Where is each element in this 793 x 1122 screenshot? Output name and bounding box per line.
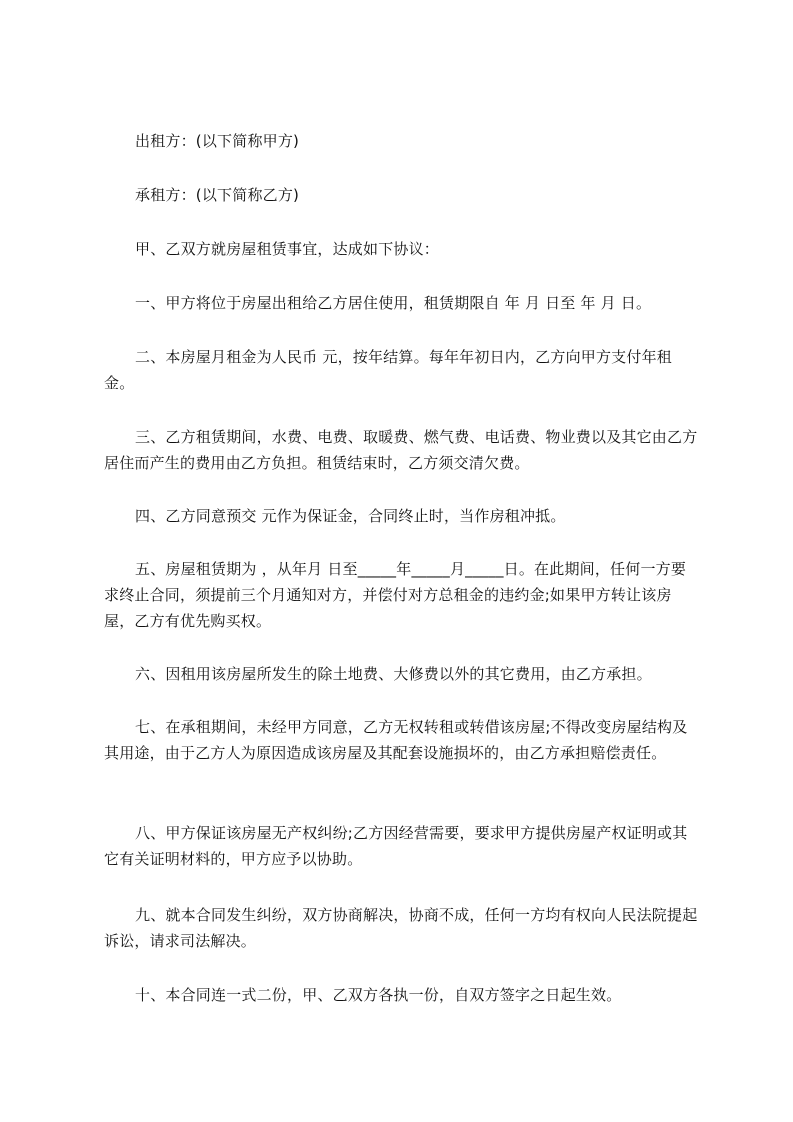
clause-2: 二、本房屋月租金为人民币 元，按年结算。每年年初日内，乙方向甲方支付年租金。 <box>104 348 672 392</box>
clause-10: 十、本合同连一式二份，甲、乙双方各执一份，自双方签字之日起生效。 <box>135 986 622 1004</box>
clause-7: 七、在承租期间，未经甲方同意，乙方无权转租或转借该房屋;不得改变房屋结构及其用途，由于乙方人为原因造成该房屋及其配套设施损坏的，由乙方承担赔偿责任。 <box>104 718 688 762</box>
lessee-line: 承租方：(以下简称乙方) <box>135 186 300 204</box>
agreement-intro: 甲、乙双方就房屋租赁事宜，达成如下协议： <box>135 240 440 258</box>
lessor-line: 出租方：(以下简称甲方) <box>135 132 300 150</box>
clause-6: 六、因租用该房屋所发生的除土地费、大修费以外的其它费用，由乙方承担。 <box>135 665 652 683</box>
clause-8: 八、甲方保证该房屋无产权纠纷;乙方因经营需要，要求甲方提供房屋产权证明或其它有关证明材料的，甲方应予以协助。 <box>104 824 688 868</box>
clause-1: 一、甲方将位于房屋出租给乙方居住使用，租赁期限自 年 月 日至 年 月 日。 <box>135 294 652 312</box>
clause-4: 四、乙方同意预交 元作为保证金，合同终止时，当作房租冲抵。 <box>135 507 566 525</box>
clause-9: 九、就本合同发生纠纷，双方协商解决，协商不成，任何一方均有权向人民法院提起诉讼，请求司法解决。 <box>104 906 698 950</box>
clause-5: 五、房屋租赁期为 ，从年月 日至_____年_____月_____日。在此期间，任何一方要求终止合同，须提前三个月通知对方，并偿付对方总租金的违约金;如果甲方转让该房屋，乙方有优先购买权。 <box>104 560 687 630</box>
clause-3: 三、乙方租赁期间，水费、电费、取暖费、燃气费、电话费、物业费以及其它由乙方居住而产生的费用由乙方负担。租赁结束时，乙方须交清欠费。 <box>104 428 698 472</box>
